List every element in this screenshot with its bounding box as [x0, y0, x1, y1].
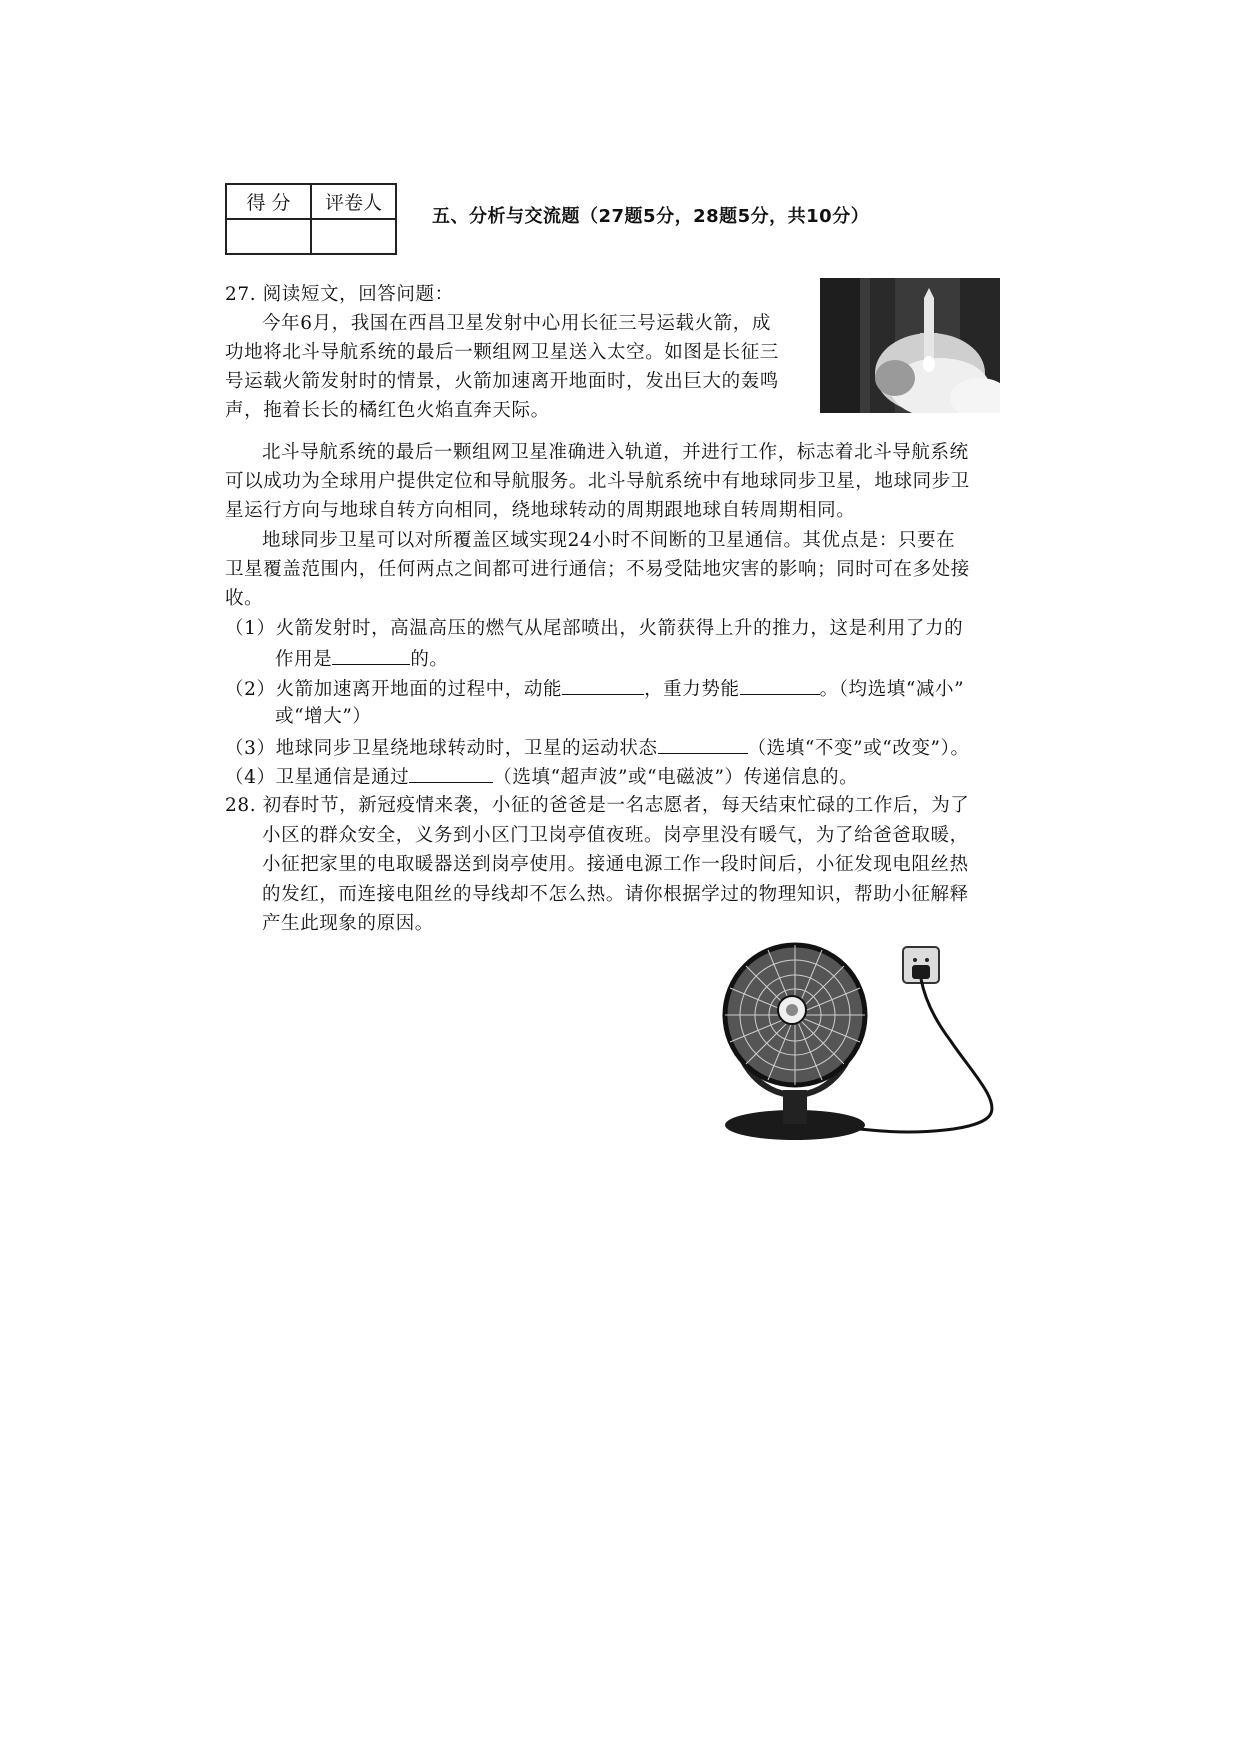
q27-p2-line1: 北斗导航系统的最后一颗组网卫星准确进入轨道，并进行工作，标志着北斗导航系统	[262, 442, 969, 463]
q27-sub2-tail: 。（均选填“减小”	[819, 679, 965, 700]
q27-p1-line1: 今年6月，我国在西昌卫星发射中心用长征三号运载火箭，成	[262, 313, 771, 334]
q27-sub2-line1	[225, 676, 964, 702]
grader-header: 评卷人	[311, 184, 396, 219]
q27-sub4-blank[interactable]	[409, 764, 493, 783]
q28-line4: 的发红，而连接电阻丝的导线却不怎么热。请你根据学过的物理知识，帮助小征解释	[262, 884, 969, 905]
q27-sub4	[225, 764, 858, 790]
q28-line2: 小区的群众安全，义务到小区门卫岗亭值夜班。岗亭里没有暖气，为了给爸爸取暖，	[262, 825, 969, 846]
section-title: 五、分析与交流题（27题5分，28题5分，共10分）	[432, 206, 870, 227]
q28-line3: 小征把家里的电取暖器送到岗亭使用。接通电源工作一段时间后，小征发现电阻丝热	[262, 854, 969, 875]
electric-heater-image	[720, 930, 1010, 1150]
q27-sub1-line2	[275, 646, 449, 672]
score-header: 得 分	[226, 184, 311, 219]
q27-intro: 27. 阅读短文，回答问题：	[225, 284, 454, 305]
q27-p1-line3: 号运载火箭发射时的情景，火箭加速离开地面时，发出巨大的轰鸣	[225, 371, 779, 392]
q27-sub2-blank-potential[interactable]	[740, 676, 820, 695]
q27-sub3	[225, 735, 970, 761]
grader-cell[interactable]	[311, 219, 396, 254]
q27-sub2-text: （2）火箭加速离开地面的过程中，动能	[225, 679, 563, 700]
q27-sub1-text: 作用是	[275, 649, 333, 670]
q27-p1-line4: 声，拖着长长的橘红色火焰直奔天际。	[225, 400, 550, 421]
q27-p1-line2: 功地将北斗导航系统的最后一颗组网卫星送入太空。如图是长征三	[225, 342, 779, 363]
rocket-launch-photo	[820, 278, 1000, 413]
score-cell[interactable]	[226, 219, 311, 254]
q27-sub2-blank-kinetic[interactable]	[562, 676, 644, 695]
q27-sub1-tail: 的。	[410, 649, 449, 670]
q27-sub4-text: （4）卫星通信是通过	[225, 767, 410, 788]
q27-sub3-tail: （选填“不变”或“改变”）。	[747, 738, 970, 759]
q27-p2-line2: 可以成功为全球用户提供定位和导航服务。北斗导航系统中有地球同步卫星，地球同步卫	[225, 471, 970, 492]
score-table	[225, 183, 397, 255]
q27-p2-line3: 星运行方向与地球自转方向相同，绕地球转动的周期跟地球自转周期相同。	[225, 500, 856, 521]
q27-sub3-blank[interactable]	[658, 735, 748, 754]
q27-p3-line1: 地球同步卫星可以对所覆盖区域实现24小时不间断的卫星通信。其优点是：只要在	[262, 530, 956, 551]
q27-p3-line2: 卫星覆盖范围内，任何两点之间都可进行通信；不易受陆地灾害的影响；同时可在多处接	[225, 559, 970, 580]
q27-p3-line3: 收。	[225, 588, 264, 609]
q27-sub4-tail: （选填“超声波”或“电磁波”）传递信息的。	[493, 767, 859, 788]
q27-sub2-mid: ，重力势能	[644, 679, 740, 700]
q28-line5: 产生此现象的原因。	[262, 913, 434, 934]
q28-line1: 28. 初春时节，新冠疫情来袭，小征的爸爸是一名志愿者，每天结束忙碌的工作后，为了	[225, 795, 970, 816]
q27-sub3-text: （3）地球同步卫星绕地球转动时，卫星的运动状态	[225, 738, 658, 759]
q27-sub1-blank[interactable]	[332, 646, 410, 665]
q27-sub1-line1: （1）火箭发射时，高温高压的燃气从尾部喷出，火箭获得上升的推力，这是利用了力的	[225, 618, 964, 639]
q27-sub2-line2: 或“增大”）	[275, 706, 372, 727]
